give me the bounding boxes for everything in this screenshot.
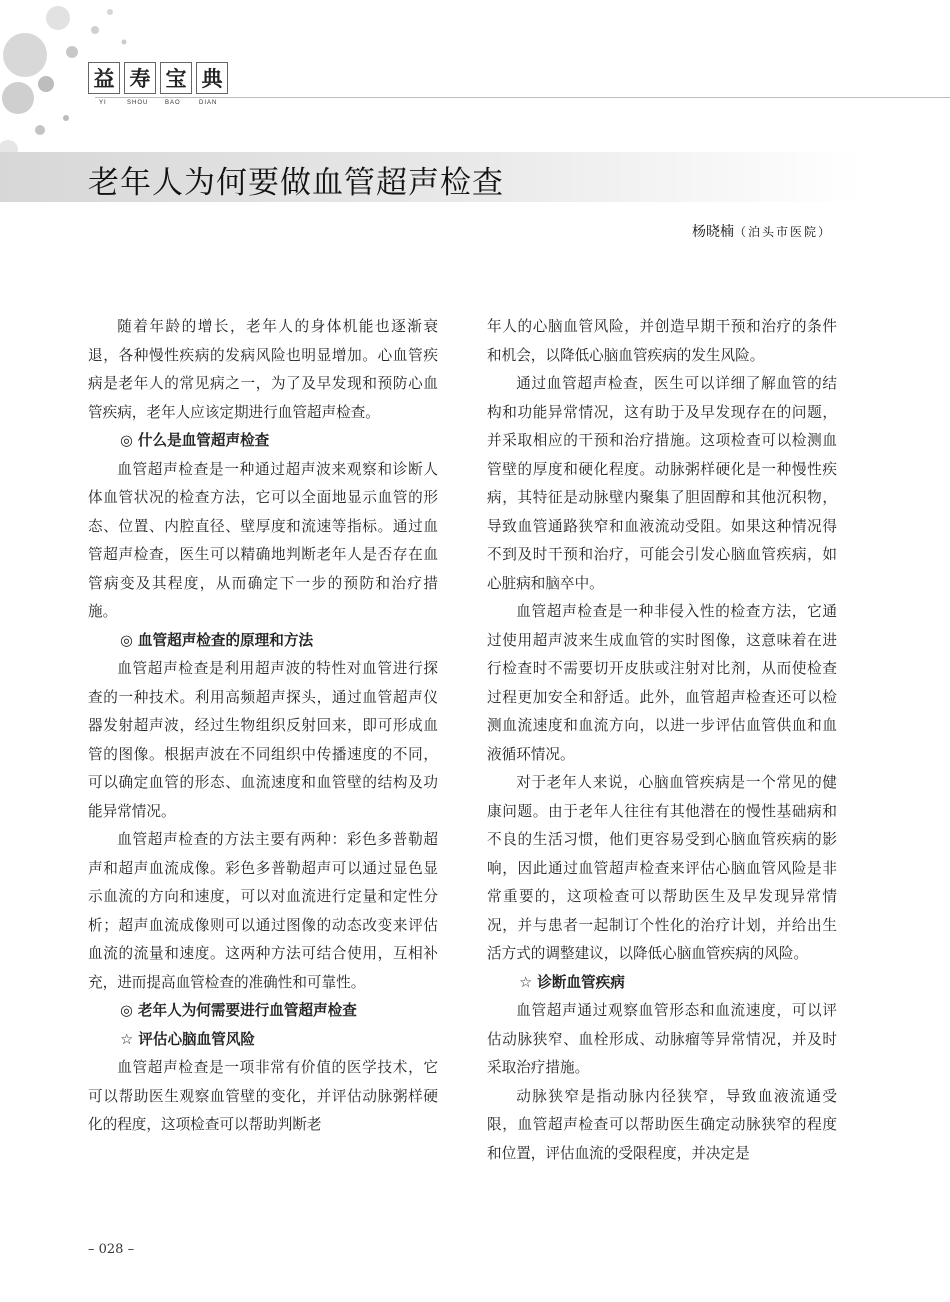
paragraph: 动脉狭窄是指动脉内径狭窄，导致血液流通受限，血管超声检查可以帮助医生确定动脉狭窄的程度和位置，评估血流的受限程度，并决定是	[487, 1087, 837, 1162]
paragraph: 血管超声检查是一项非常有价值的医学技术，它可以帮助医生观察血管壁的变化，并评估动脉粥样硬化的程度，这项检查可以帮助判断老	[88, 1059, 438, 1133]
brand-pinyin: DIAN	[199, 100, 218, 106]
paragraph: 血管超声检查是一种非侵入性的检查方法，它通过使用超声波来生成血管的实时图像，这意味着在进行检查时不需要切开皮肤或注射对比剂，从而使检查过程更加安全和舒适。此外，血管超声检查还可以检测血流速度和血流方向，以进一步评估血管供血和血液循环情况。	[487, 603, 837, 763]
paragraph: 随着年龄的增长，老年人的身体机能也逐渐衰退，各种慢性疾病的发病风险也明显增加。心血管疾病是老年人的常见病之一，为了及早发现和预防心血管疾病，老年人应该定期进行血管超声检查。	[88, 318, 438, 421]
brand-char: 典	[196, 62, 228, 94]
left-column	[88, 313, 438, 1140]
brand-char: 寿	[124, 62, 156, 94]
section-heading: ◎ 血管超声检查的原理和方法	[120, 631, 314, 649]
paragraph: 血管超声通过观察血管形态和血流速度，可以评估动脉狭窄、血栓形成、动脉瘤等异常情况，并及时采取治疗措施。	[487, 1002, 837, 1076]
page-number: – 028 –	[88, 1242, 135, 1257]
section-heading: ☆ 评估心脑血管风险	[120, 1030, 256, 1048]
author-affiliation: （泊头市医院）	[733, 225, 832, 239]
section-heading: ☆ 诊断血管疾病	[519, 973, 625, 991]
brand-pinyin: BAO	[165, 100, 181, 106]
paragraph: 血管超声检查是一种通过超声波来观察和诊断人体血管状况的检查方法，它可以全面地显示血管的形态、位置、内腔直径、壁厚度和流速等指标。通过血管超声检查，医生可以精确地判断老年人是否存在血管病变及其程度，从而确定下一步的预防和治疗措施。	[88, 460, 438, 620]
brand-pinyin: SHOU	[127, 100, 149, 106]
paragraph: 血管超声检查是利用超声波的特性对血管进行探查的一种技术。利用高频超声探头，通过血管超声仪器发射超声波，经过生物组织反射回来，即可形成血管的图像。根据声波在不同组织中传播速度的不同，可以确定血管的形态、血流速度和血管壁的结构及功能异常情况。	[88, 660, 438, 820]
paragraph: 年人的心脑血管风险，并创造早期干预和治疗的条件和机会，以降低心脑血管疾病的发生风险。	[487, 318, 837, 364]
brand-char: 益	[88, 62, 120, 94]
paragraph: 血管超声检查的方法主要有两种：彩色多普勒超声和超声血流成像。彩色多普勒超声可以通过显色显示血流的方向和速度，可以对血流进行定量和定性分析；超声血流成像则可以通过图像的动态改变来评估血流的流量和速度。这两种方法可结合使用，互相补充，进而提高血管检查的准确性和可靠性。	[88, 831, 438, 991]
right-column	[487, 313, 837, 1168]
brand-pinyin: YI	[99, 100, 107, 106]
section-brand	[88, 62, 232, 94]
header-rule	[95, 97, 950, 98]
article-title: 老年人为何要做血管超声检查	[88, 165, 504, 201]
section-heading: ◎ 什么是血管超声检查	[120, 432, 270, 449]
author-name: 杨晓楠	[691, 224, 734, 240]
byline	[692, 221, 832, 241]
section-heading: ◎ 老年人为何需要进行血管超声检查	[120, 1002, 357, 1019]
brand-char: 宝	[160, 62, 192, 94]
paragraph: 对于老年人来说，心脑血管疾病是一个常见的健康问题。由于老年人往往有其他潜在的慢性基础病和不良的生活习惯，他们更容易受到心脑血管疾病的影响，因此通过血管超声检查来评估心脑血管风险是非常重要的，这项检查可以帮助医生及早发现异常情况，并与患者一起制订个性化的治疗计划，并给出生活方式的调整建议，以降低心脑血管疾病的风险。	[487, 774, 837, 962]
paragraph: 通过血管超声检查，医生可以详细了解血管的结构和功能异常情况，这有助于及早发现存在的问题，并采取相应的干预和治疗措施。这项检查可以检测血管壁的厚度和硬化程度。动脉粥样硬化是一种慢性疾病，其特征是动脉壁内聚集了胆固醇和其他沉积物，导致血管通路狭窄和血液流动受阻。如果这种情况得不到及时干预和治疗，可能会引发心脑血管疾病，如心脏病和脑卒中。	[487, 375, 837, 592]
